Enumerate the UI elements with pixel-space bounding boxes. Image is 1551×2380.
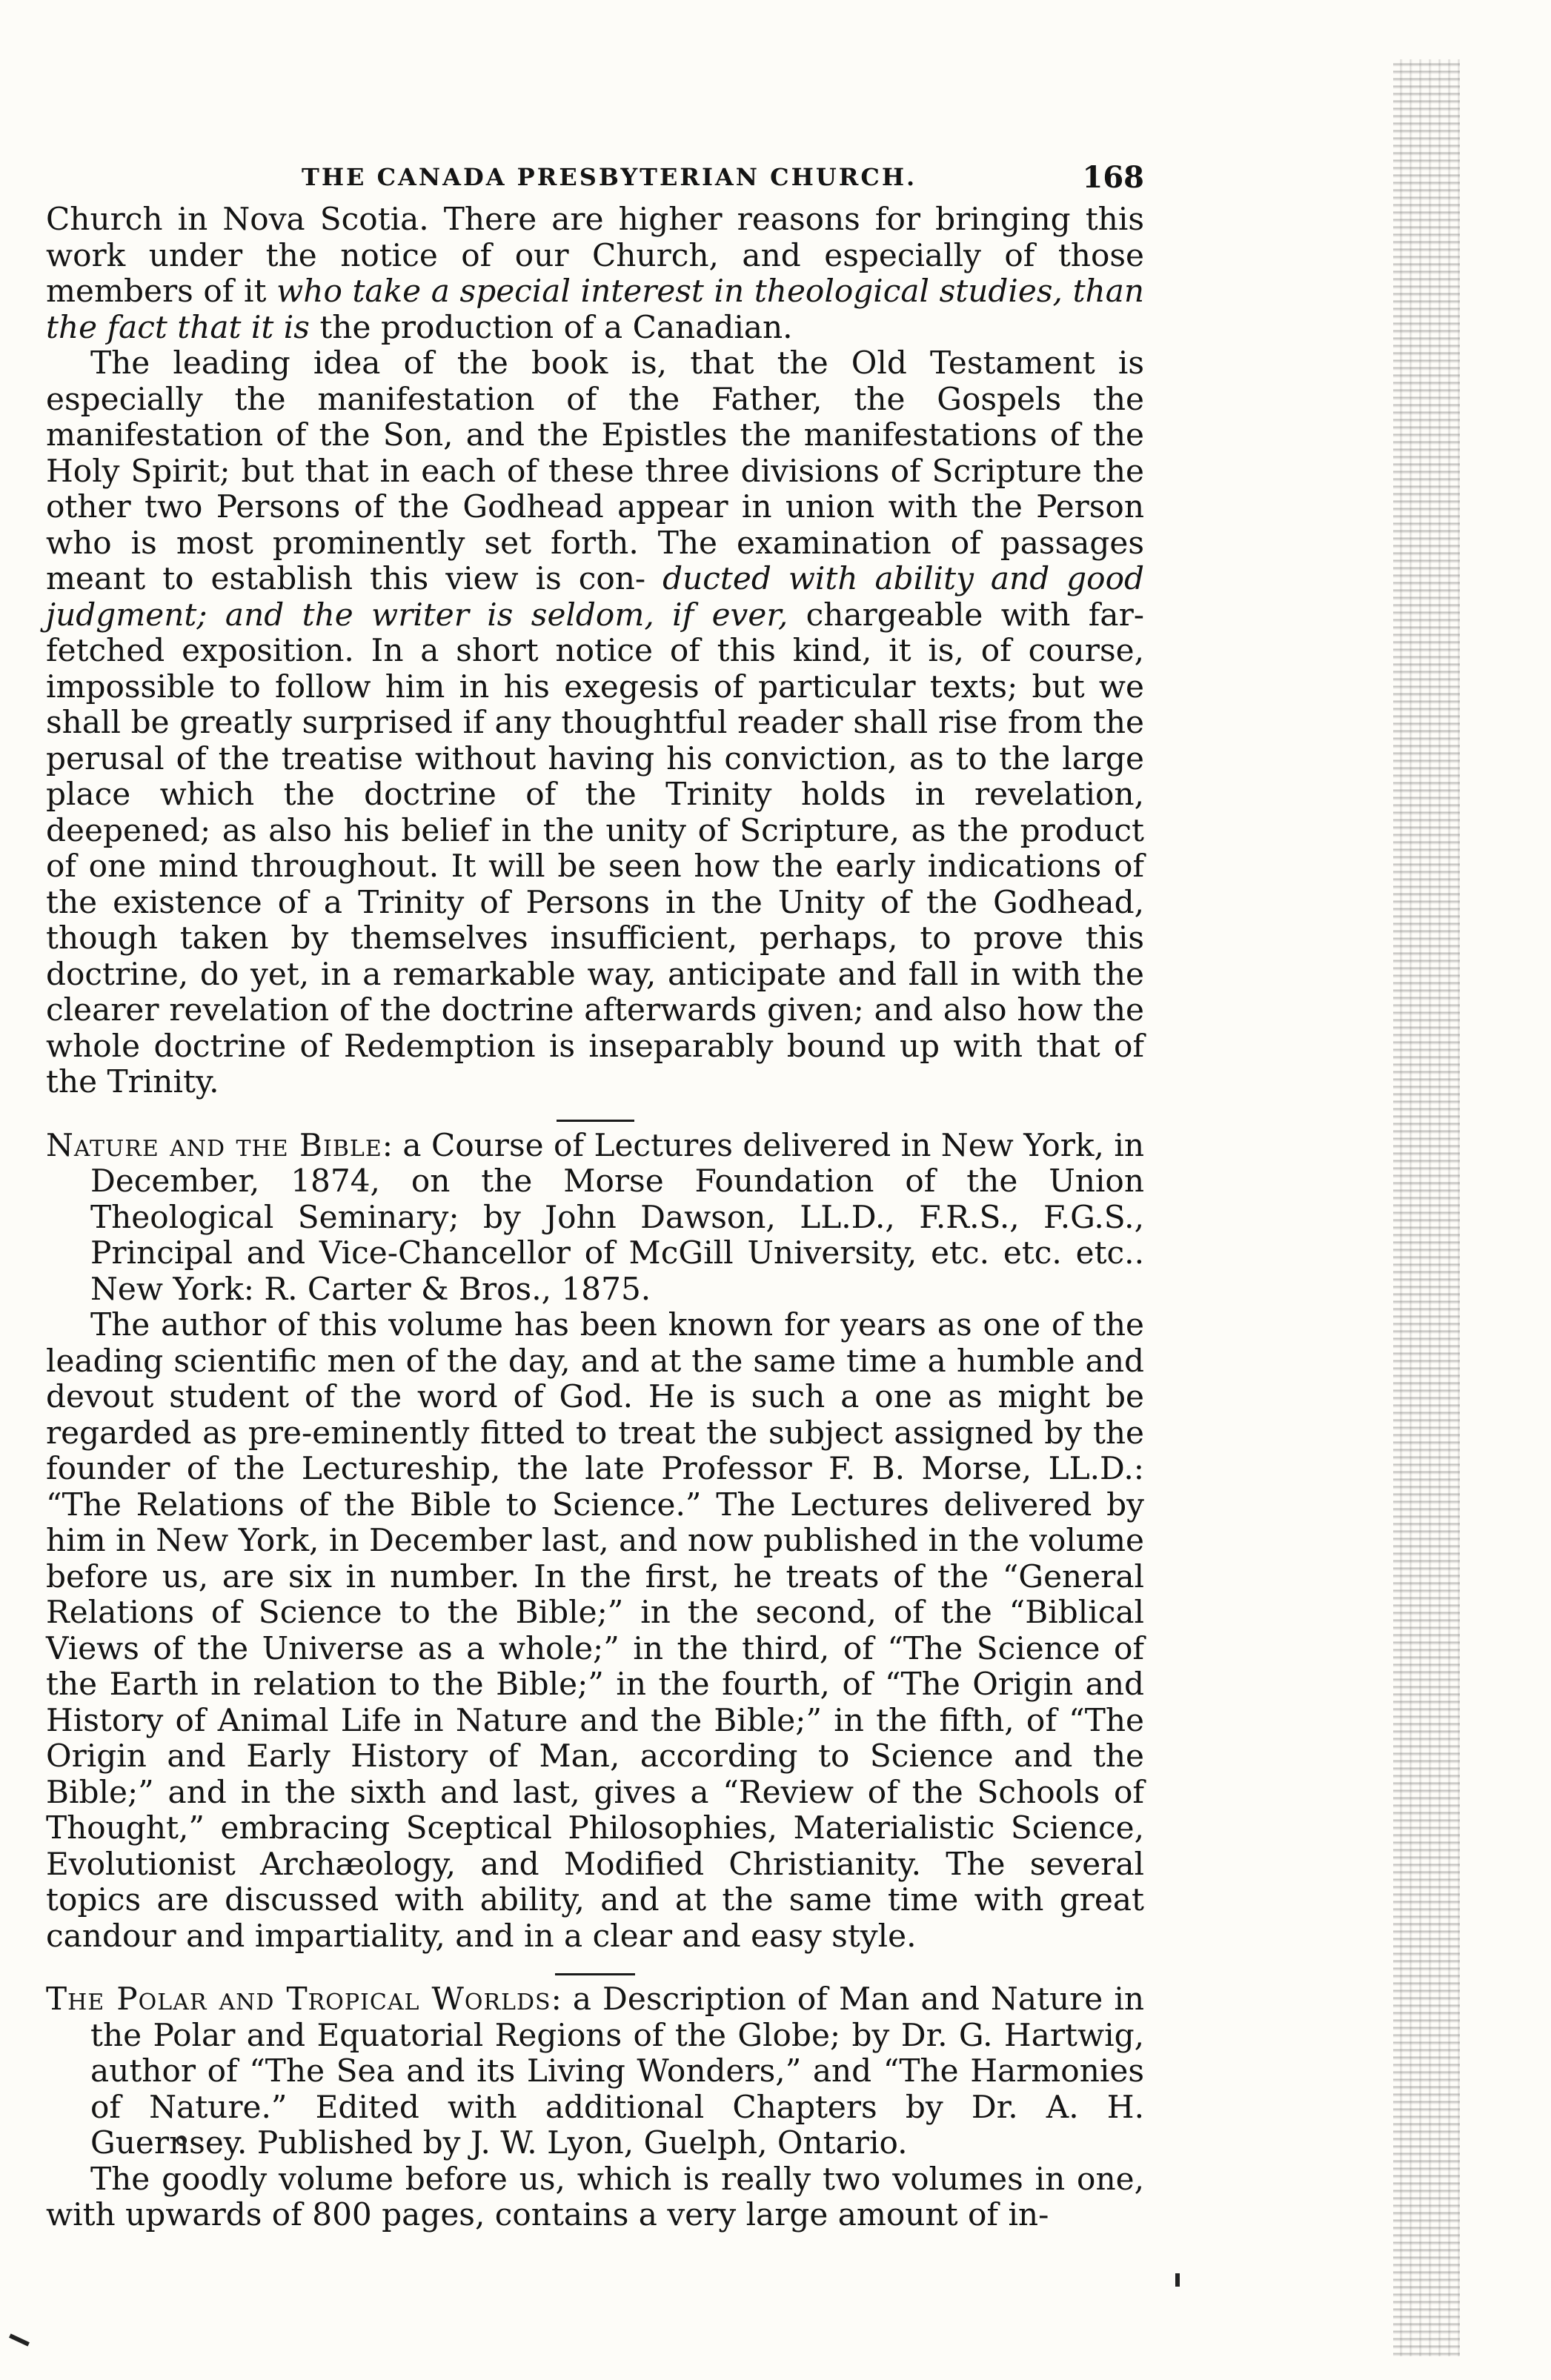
scan-edge-noise [1393, 59, 1460, 2356]
running-title: THE CANADA PRESBYTERIAN CHURCH. [302, 163, 917, 191]
intro-paragraph-1: Church in Nova Scotia. There are higher reasons for bringing this work under the notice of our Church, and especially of those members of it who take a special interest in theological studies, than the fact that it is the production of a Canadian. [46, 201, 1145, 345]
review-nature-and-bible [46, 1128, 1144, 1955]
review-title: Nature and the Bible: a Course of Lectures delivered in New York, in December, 1874, on the Morse Foundation of the Union Theological Seminary; by John Dawson, LL.D., F.R.S., F.G.S., Principal and Vice-Chancellor of McGill University, etc. etc. etc.. New York: R. Carter & Bros., 1875. [46, 1126, 1144, 1307]
ink-mark [176, 2135, 187, 2146]
running-header [46, 157, 1144, 202]
ink-mark [1175, 2273, 1180, 2287]
review-body: The author of this volume has been known for years as one of the leading scientific men of the day, and at the same time a humble and devout student of the word of God. He is such a one as might be regarded as pre-eminently fitted to treat the subject assigned by the founder of the Lectureship, the late Professor F. B. Morse, LL.D.: “The Relations of the Bible to Science.” The Lectures delivered by him in New York, in December last, and now published in the volume before us, are six in number. In the first, he treats of the “General Relations of Science to the Bible;” in the second, of the “Biblical Views of the Universe as a whole;” in the third, of “The Science of the Earth in relation to the Bible;” in the fourth, of “The Origin and History of Animal Life in Nature and the Bible;” in the fifth, of “The Origin and Early History of Man, according to Science and the Bible;” and in the sixth and last, gives a “Review of the Schools of Thought,” embracing Sceptical Philosophies, Materialistic Science, Evolutionist Archæology, and Modified Christianity. The several topics are discussed with ability, and at the same time with great candour and impartiality, and in a clear and easy style. [46, 1306, 1144, 1954]
review-body: The goodly volume before us, which is really two volumes in one, with upwards of 800 pages, contains a very large amount of in- [46, 2160, 1144, 2233]
page-number: 168 [1082, 160, 1144, 195]
review-title: The Polar and Tropical Worlds: a Description of Man and Nature in the Polar and Equatorial Regions of the Globe; by Dr. G. Hartwig, author of “The Sea and its Living Wonders,” and “The Harmonies of Nature.” Edited with additional Chapters by Dr. A. H. Guernsey. Published by J. W. Lyon, Guelph, Ontario. [46, 1981, 1144, 2161]
intro-section [46, 202, 1144, 1100]
section-divider [557, 1120, 634, 1122]
ink-mark [9, 2333, 30, 2346]
intro-paragraph-2: The leading idea of the book is, that the Old Testament is especially the manifestation of the Father, the Gospels the manifestation of the Son, and the Epistles the manifestations of the Holy Spirit; but that in each of these three divisions of Scripture the other two Persons of the Godhead appear in union with the Person who is most prominently set forth. The examination of passages meant to establish this view is con- ducted with ability and good judgment; and the writer is seldom, if ever, chargeable with far-fetched exposition. In a short notice of this kind, it is, of course, impossible to follow him in his exegesis of particular texts; but we shall be greatly surprised if any thoughtful reader shall rise from the perusal of the treatise without having his conviction, as to the large place which the doctrine of the Trinity holds in revelation, deepened; as also his belief in the unity of Scripture, as the product of one mind throughout. It will be seen how the early indications of the existence of a Trinity of Persons in the Unity of the Godhead, though taken by themselves insufficient, perhaps, to prove this doctrine, do yet, in a remarkable way, anticipate and fall in with the clearer revelation of the doctrine afterwards given; and also how the whole doctrine of Redemption is inseparably bound up with that of the Trinity. [46, 345, 1144, 1100]
review-polar-and-tropical-worlds [46, 1981, 1144, 2233]
section-divider [555, 1973, 635, 1975]
page [46, 157, 1144, 2233]
